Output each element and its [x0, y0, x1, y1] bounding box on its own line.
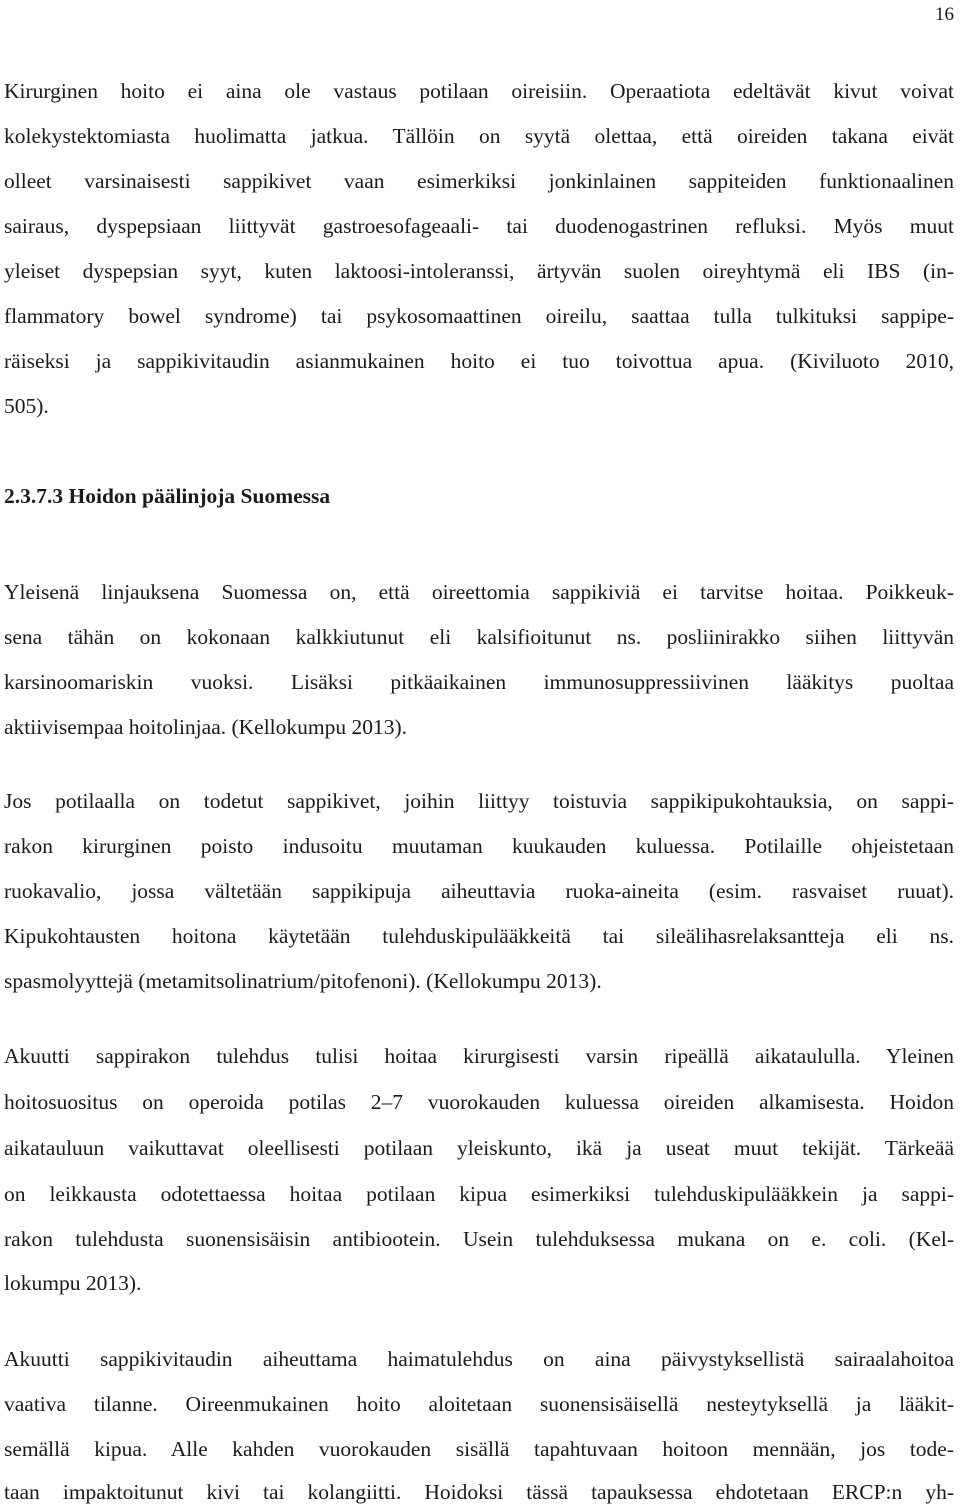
- text-line: kolekystektomiasta huolimatta jatkua. Tällöin on syytä olettaa, että oireiden takana eivät: [4, 124, 954, 148]
- text-line: Jos potilaalla on todetut sappikivet, joihin liittyy toistuvia sappikipukohtauksia, on sappi-: [4, 789, 954, 813]
- text-line: aktiivisempaa hoitolinjaa. (Kellokumpu 2013).: [4, 715, 408, 739]
- text-line: lokumpu 2013).: [4, 1271, 142, 1295]
- text-line: Kirurginen hoito ei aina ole vastaus potilaan oireisiin. Operaatiota edeltävät kivut voivat: [4, 79, 954, 103]
- text-line: spasmolyyttejä (metamitsolinatrium/pitofenoni). (Kellokumpu 2013).: [4, 969, 602, 993]
- text-line: sena tähän on kokonaan kalkkiutunut eli kalsifioitunut ns. posliinirakko siihen liittyvän: [4, 625, 954, 649]
- text-line: Akuutti sappirakon tulehdus tulisi hoitaa kirurgisesti varsin ripeällä aikataululla. Yleinen: [4, 1044, 954, 1068]
- text-line: ruokavalio, jossa vältetään sappikipuja aiheuttavia ruoka-aineita (esim. rasvaiset ruuat).: [4, 879, 954, 903]
- text-line: on leikkausta odotettaessa hoitaa potilaan kipua esimerkiksi tulehduskipulääkkein ja sappi-: [4, 1182, 954, 1206]
- text-line: vaativa tilanne. Oireenmukainen hoito aloitetaan suonensisäisellä nesteytyksellä ja lääkit-: [4, 1392, 954, 1416]
- text-line: räiseksi ja sappikivitaudin asianmukainen hoito ei tuo toivottua apua. (Kiviluoto 2010,: [4, 349, 954, 373]
- text-line: olleet varsinaisesti sappikivet vaan esimerkiksi jonkinlainen sappiteiden funktionaalinen: [4, 169, 954, 193]
- text-line: semällä kipua. Alle kahden vuorokauden sisällä tapahtuvaan hoitoon mennään, jos tode-: [4, 1437, 954, 1461]
- text-line: Akuutti sappikivitaudin aiheuttama haimatulehdus on aina päivystyksellistä sairaalahoitoa: [4, 1347, 954, 1371]
- text-line: yleiset dyspepsian syyt, kuten laktoosi-intoleranssi, ärtyvän suolen oireyhtymä eli IBS (in-: [4, 259, 954, 283]
- text-line: rakon tulehdusta suonensisäisin antibiootein. Usein tulehduksessa mukana on e. coli. (Kel-: [4, 1227, 954, 1251]
- section-heading: 2.3.7.3 Hoidon päälinjoja Suomessa: [4, 484, 331, 508]
- text-line: sairaus, dyspepsiaan liittyvät gastroesofageaali- tai duodenogastrinen refluksi. Myös muut: [4, 214, 954, 238]
- text-line: flammatory bowel syndrome) tai psykosomaattinen oireilu, saattaa tulla tulkituksi sappipe-: [4, 304, 954, 328]
- text-line: Kipukohtausten hoitona käytetään tulehduskipulääkkeitä tai sileälihasrelaksantteja eli ns.: [4, 924, 954, 948]
- text-line: aikatauluun vaikuttavat oleellisesti potilaan yleiskunto, ikä ja useat muut tekijät. Tärkeää: [4, 1136, 954, 1160]
- page-number: 16: [935, 4, 954, 25]
- text-line: karsinoomariskin vuoksi. Lisäksi pitkäaikainen immunosuppressiivinen lääkitys puoltaa: [4, 670, 954, 694]
- text-line: 505).: [4, 394, 49, 418]
- text-line: Yleisenä linjauksena Suomessa on, että oireettomia sappikiviä ei tarvitse hoitaa. Poikkeuk-: [4, 580, 954, 604]
- text-line: hoitosuositus on operoida potilas 2–7 vuorokauden kuluessa oireiden alkamisesta. Hoidon: [4, 1090, 954, 1114]
- text-line: taan impaktoitunut kivi tai kolangiitti. Hoidoksi tässä tapauksessa ehdotetaan ERCP:n yh-: [4, 1480, 954, 1504]
- text-line: rakon kirurginen poisto indusoitu muutaman kuukauden kuluessa. Potilaille ohjeistetaan: [4, 834, 954, 858]
